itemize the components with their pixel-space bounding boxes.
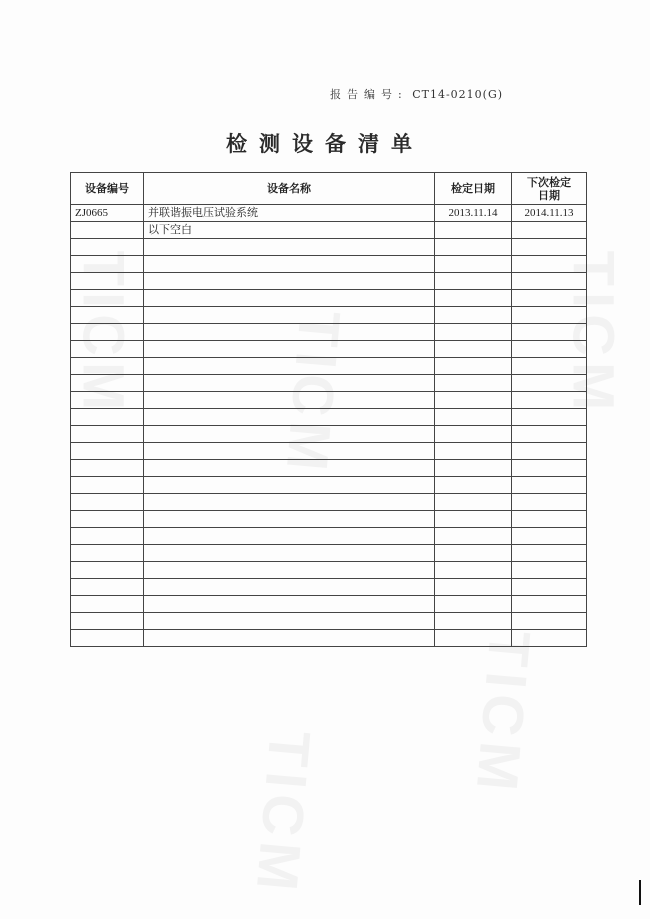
cell-empty bbox=[512, 443, 587, 460]
cell-empty bbox=[435, 341, 512, 358]
cell-empty bbox=[144, 477, 435, 494]
table-row-empty bbox=[71, 375, 587, 392]
cell-empty bbox=[435, 494, 512, 511]
cell-empty bbox=[71, 528, 144, 545]
cell-empty bbox=[144, 596, 435, 613]
table-row-empty bbox=[71, 256, 587, 273]
cell-empty bbox=[512, 256, 587, 273]
cell-empty bbox=[435, 579, 512, 596]
cell-name: 以下空白 bbox=[144, 222, 435, 239]
cell-empty bbox=[435, 613, 512, 630]
cell-empty bbox=[512, 409, 587, 426]
cell-empty bbox=[144, 358, 435, 375]
cell-empty bbox=[512, 494, 587, 511]
cell-empty bbox=[435, 426, 512, 443]
cell-name: 并联谐振电压试验系统 bbox=[144, 205, 435, 222]
cell-empty bbox=[435, 239, 512, 256]
table-row-empty bbox=[71, 426, 587, 443]
table-row-empty bbox=[71, 579, 587, 596]
cell-empty bbox=[512, 460, 587, 477]
cell-code: ZJ0665 bbox=[71, 205, 144, 222]
cell-check-date: 2013.11.14 bbox=[435, 205, 512, 222]
column-header-code: 设备编号 bbox=[71, 173, 144, 205]
table-row bbox=[71, 222, 587, 239]
cell-empty bbox=[512, 426, 587, 443]
report-number-value: CT14-0210(G) bbox=[412, 88, 504, 101]
cell-empty bbox=[71, 545, 144, 562]
cell-empty bbox=[71, 307, 144, 324]
cell-empty bbox=[435, 596, 512, 613]
cell-empty bbox=[71, 460, 144, 477]
table-row-empty bbox=[71, 443, 587, 460]
cell-empty bbox=[435, 256, 512, 273]
cell-empty bbox=[71, 511, 144, 528]
cell-empty bbox=[512, 392, 587, 409]
cell-empty bbox=[71, 239, 144, 256]
cell-empty bbox=[512, 545, 587, 562]
cell-empty bbox=[71, 358, 144, 375]
cell-empty bbox=[435, 307, 512, 324]
cell-empty bbox=[71, 426, 144, 443]
column-header-next-date-line1: 下次检定 bbox=[527, 175, 571, 189]
cell-next-date bbox=[512, 222, 587, 239]
cell-empty bbox=[144, 392, 435, 409]
cell-check-date bbox=[435, 222, 512, 239]
cell-empty bbox=[512, 596, 587, 613]
cell-empty bbox=[71, 579, 144, 596]
cell-empty bbox=[71, 341, 144, 358]
column-header-next-date-line2: 日期 bbox=[538, 188, 560, 202]
watermark bbox=[462, 628, 543, 799]
cell-empty bbox=[71, 409, 144, 426]
table-row-empty bbox=[71, 596, 587, 613]
table-row-empty bbox=[71, 290, 587, 307]
table-row-empty bbox=[71, 273, 587, 290]
cell-empty bbox=[435, 290, 512, 307]
cell-empty bbox=[144, 409, 435, 426]
cell-empty bbox=[144, 528, 435, 545]
cell-empty bbox=[512, 324, 587, 341]
cell-empty bbox=[512, 307, 587, 324]
cell-empty bbox=[71, 630, 144, 647]
cell-empty bbox=[144, 375, 435, 392]
cell-empty bbox=[512, 375, 587, 392]
cell-empty bbox=[512, 477, 587, 494]
cell-empty bbox=[71, 324, 144, 341]
cell-next-date: 2014.11.13 bbox=[512, 205, 587, 222]
cell-empty bbox=[144, 443, 435, 460]
table-row-empty bbox=[71, 460, 587, 477]
table-row-empty bbox=[71, 562, 587, 579]
cell-empty bbox=[71, 494, 144, 511]
table-row-empty bbox=[71, 477, 587, 494]
cell-empty bbox=[435, 358, 512, 375]
cell-empty bbox=[144, 460, 435, 477]
cell-empty bbox=[435, 324, 512, 341]
cell-empty bbox=[71, 375, 144, 392]
report-number bbox=[330, 86, 503, 102]
cell-empty bbox=[435, 443, 512, 460]
cell-empty bbox=[435, 528, 512, 545]
cell-empty bbox=[435, 545, 512, 562]
cell-empty bbox=[512, 630, 587, 647]
table-row-empty bbox=[71, 613, 587, 630]
cell-empty bbox=[435, 562, 512, 579]
cell-empty bbox=[144, 630, 435, 647]
table-row-empty bbox=[71, 324, 587, 341]
cell-empty bbox=[512, 579, 587, 596]
cell-empty bbox=[71, 443, 144, 460]
column-header-name: 设备名称 bbox=[144, 173, 435, 205]
cell-empty bbox=[512, 511, 587, 528]
table-row-empty bbox=[71, 511, 587, 528]
cell-empty bbox=[144, 307, 435, 324]
cell-empty bbox=[144, 562, 435, 579]
cell-empty bbox=[71, 562, 144, 579]
cell-empty bbox=[144, 324, 435, 341]
cell-empty bbox=[144, 341, 435, 358]
cell-empty bbox=[512, 358, 587, 375]
cell-empty bbox=[435, 477, 512, 494]
table-row-empty bbox=[71, 528, 587, 545]
cell-empty bbox=[144, 273, 435, 290]
cell-empty bbox=[435, 630, 512, 647]
report-number-label: 报告编号: bbox=[330, 88, 408, 101]
cell-empty bbox=[71, 477, 144, 494]
cell-empty bbox=[71, 392, 144, 409]
cell-empty bbox=[71, 290, 144, 307]
cell-empty bbox=[512, 239, 587, 256]
cell-empty bbox=[435, 273, 512, 290]
equipment-table bbox=[70, 172, 587, 647]
cell-empty bbox=[144, 545, 435, 562]
cell-empty bbox=[71, 613, 144, 630]
cell-empty bbox=[144, 426, 435, 443]
cell-empty bbox=[144, 256, 435, 273]
cell-empty bbox=[71, 596, 144, 613]
table-row-empty bbox=[71, 545, 587, 562]
page-title: 检测设备清单 bbox=[226, 131, 424, 156]
cell-empty bbox=[71, 273, 144, 290]
cell-empty bbox=[435, 409, 512, 426]
cell-code bbox=[71, 222, 144, 239]
table-row-empty bbox=[71, 409, 587, 426]
cell-empty bbox=[435, 375, 512, 392]
cell-empty bbox=[144, 494, 435, 511]
column-header-check-date: 检定日期 bbox=[435, 173, 512, 205]
cell-empty bbox=[144, 290, 435, 307]
cell-empty bbox=[144, 579, 435, 596]
cell-empty bbox=[512, 290, 587, 307]
cell-empty bbox=[144, 511, 435, 528]
cell-empty bbox=[512, 613, 587, 630]
cell-empty bbox=[435, 392, 512, 409]
cell-empty bbox=[512, 273, 587, 290]
cell-empty bbox=[435, 511, 512, 528]
cell-empty bbox=[512, 562, 587, 579]
cell-empty bbox=[512, 528, 587, 545]
cell-empty bbox=[512, 341, 587, 358]
watermark bbox=[242, 728, 323, 899]
table-header-row bbox=[71, 173, 587, 205]
column-header-next-date bbox=[512, 173, 587, 205]
table-row-empty bbox=[71, 358, 587, 375]
table-row-empty bbox=[71, 239, 587, 256]
table-row-empty bbox=[71, 341, 587, 358]
table-row bbox=[71, 205, 587, 222]
cell-empty bbox=[71, 256, 144, 273]
table-row-empty bbox=[71, 630, 587, 647]
cell-empty bbox=[435, 460, 512, 477]
table-row-empty bbox=[71, 494, 587, 511]
cell-empty bbox=[144, 613, 435, 630]
cell-empty bbox=[144, 239, 435, 256]
edge-mark bbox=[639, 880, 641, 905]
table-row-empty bbox=[71, 392, 587, 409]
table-row-empty bbox=[71, 307, 587, 324]
